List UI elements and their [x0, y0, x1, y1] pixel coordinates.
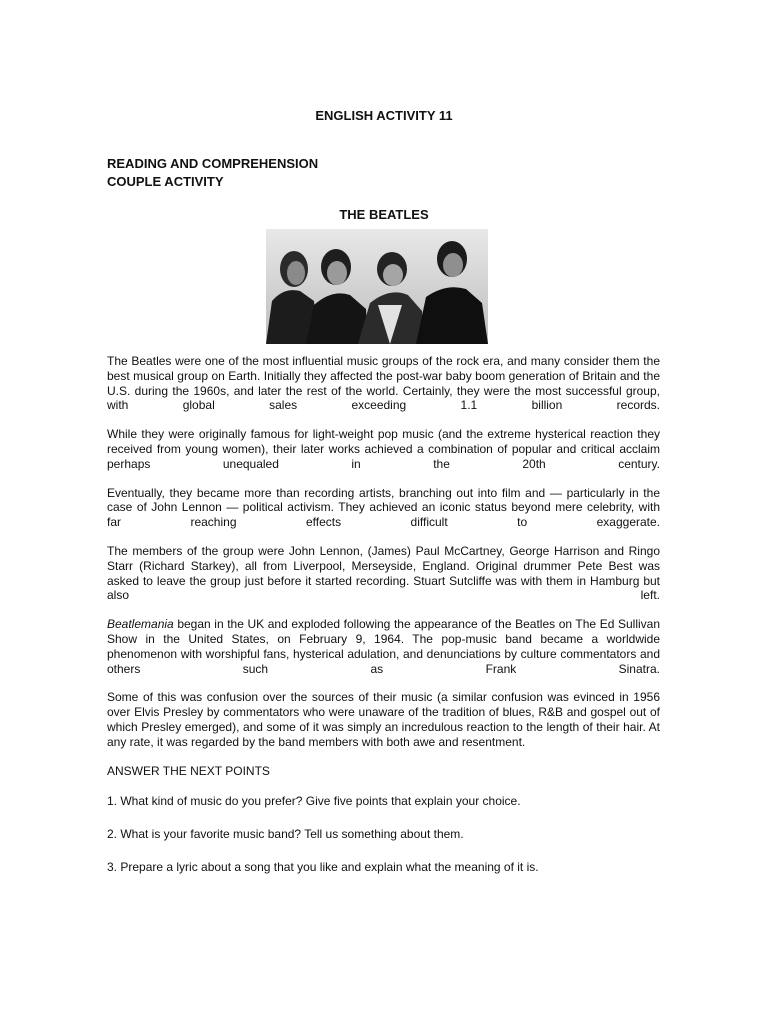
- questions-heading: ANSWER THE NEXT POINTS: [107, 763, 270, 778]
- document-title: ENGLISH ACTIVITY 11: [315, 108, 453, 123]
- paragraph-4: The members of the group were John Lennon, (James) Paul McCartney, George Harrison and Ringo Starr (Richard Starkey), all from Liverpool, Merseyside, England. Original drummer Pete Best was asked to leave the group just before it started recording. Stuart Sutcliffe was with them in Hamburg but also left.: [107, 543, 660, 603]
- paragraph-3: Eventually, they became more than recording artists, branching out into film and — particularly in the case of John Lennon — political activism. They achieved an iconic status beyond mere celebrity, with far reaching effects difficult to exaggerate.: [107, 485, 660, 530]
- section-heading-reading: READING AND COMPREHENSION: [107, 156, 319, 171]
- question-1: 1. What kind of music do you prefer? Give five points that explain your choice.: [107, 794, 521, 809]
- band-photo: [266, 229, 488, 344]
- question-3: 3. Prepare a lyric about a song that you like and explain what the meaning of it is.: [107, 859, 539, 874]
- section-heading-couple: COUPLE ACTIVITY: [107, 174, 224, 189]
- band-photo-image: [266, 229, 488, 344]
- paragraph-5: [107, 617, 660, 676]
- paragraph-5-text: began in the UK and exploded following the appearance of the Beatles on The Ed Sullivan Show in the United States, on February 9, 1964. The pop-music band became a worldwide phenomenon with worshipful fans, hysterical adulation, and denunciations by culture commentators and others such as Frank Sinatra.: [107, 617, 660, 676]
- beatlemania-term: Beatlemania: [107, 617, 174, 632]
- paragraph-2: While they were originally famous for light-weight pop music (and the extreme hysterical reaction they received from young women), their later works achieved a combination of popular and critical acclaim perhaps unequaled in the 20th century.: [107, 427, 660, 471]
- article-body: [107, 354, 660, 893]
- question-2: 2. What is your favorite music band? Tell us something about them.: [107, 827, 464, 842]
- paragraph-6: Some of this was confusion over the sources of their music (a similar confusion was evinced in 1956 over Elvis Presley by commentators who were unaware of the tradition of blues, R&B and gospel out of which Presley emerged), and some of it was simply an incredulous reaction to the length of their hair. At any rate, it was regarded by the band members with both awe and resentment.: [107, 690, 660, 749]
- paragraph-1: The Beatles were one of the most influential music groups of the rock era, and many consider them the best musical group on Earth. Initially they affected the post-war baby boom generation of Britain and the U.S. during the 1960s, and later the rest of the world. Certainly, they were the most successful group, with global sales exceeding 1.1 billion records.: [107, 354, 660, 413]
- article-title: THE BEATLES: [339, 207, 429, 222]
